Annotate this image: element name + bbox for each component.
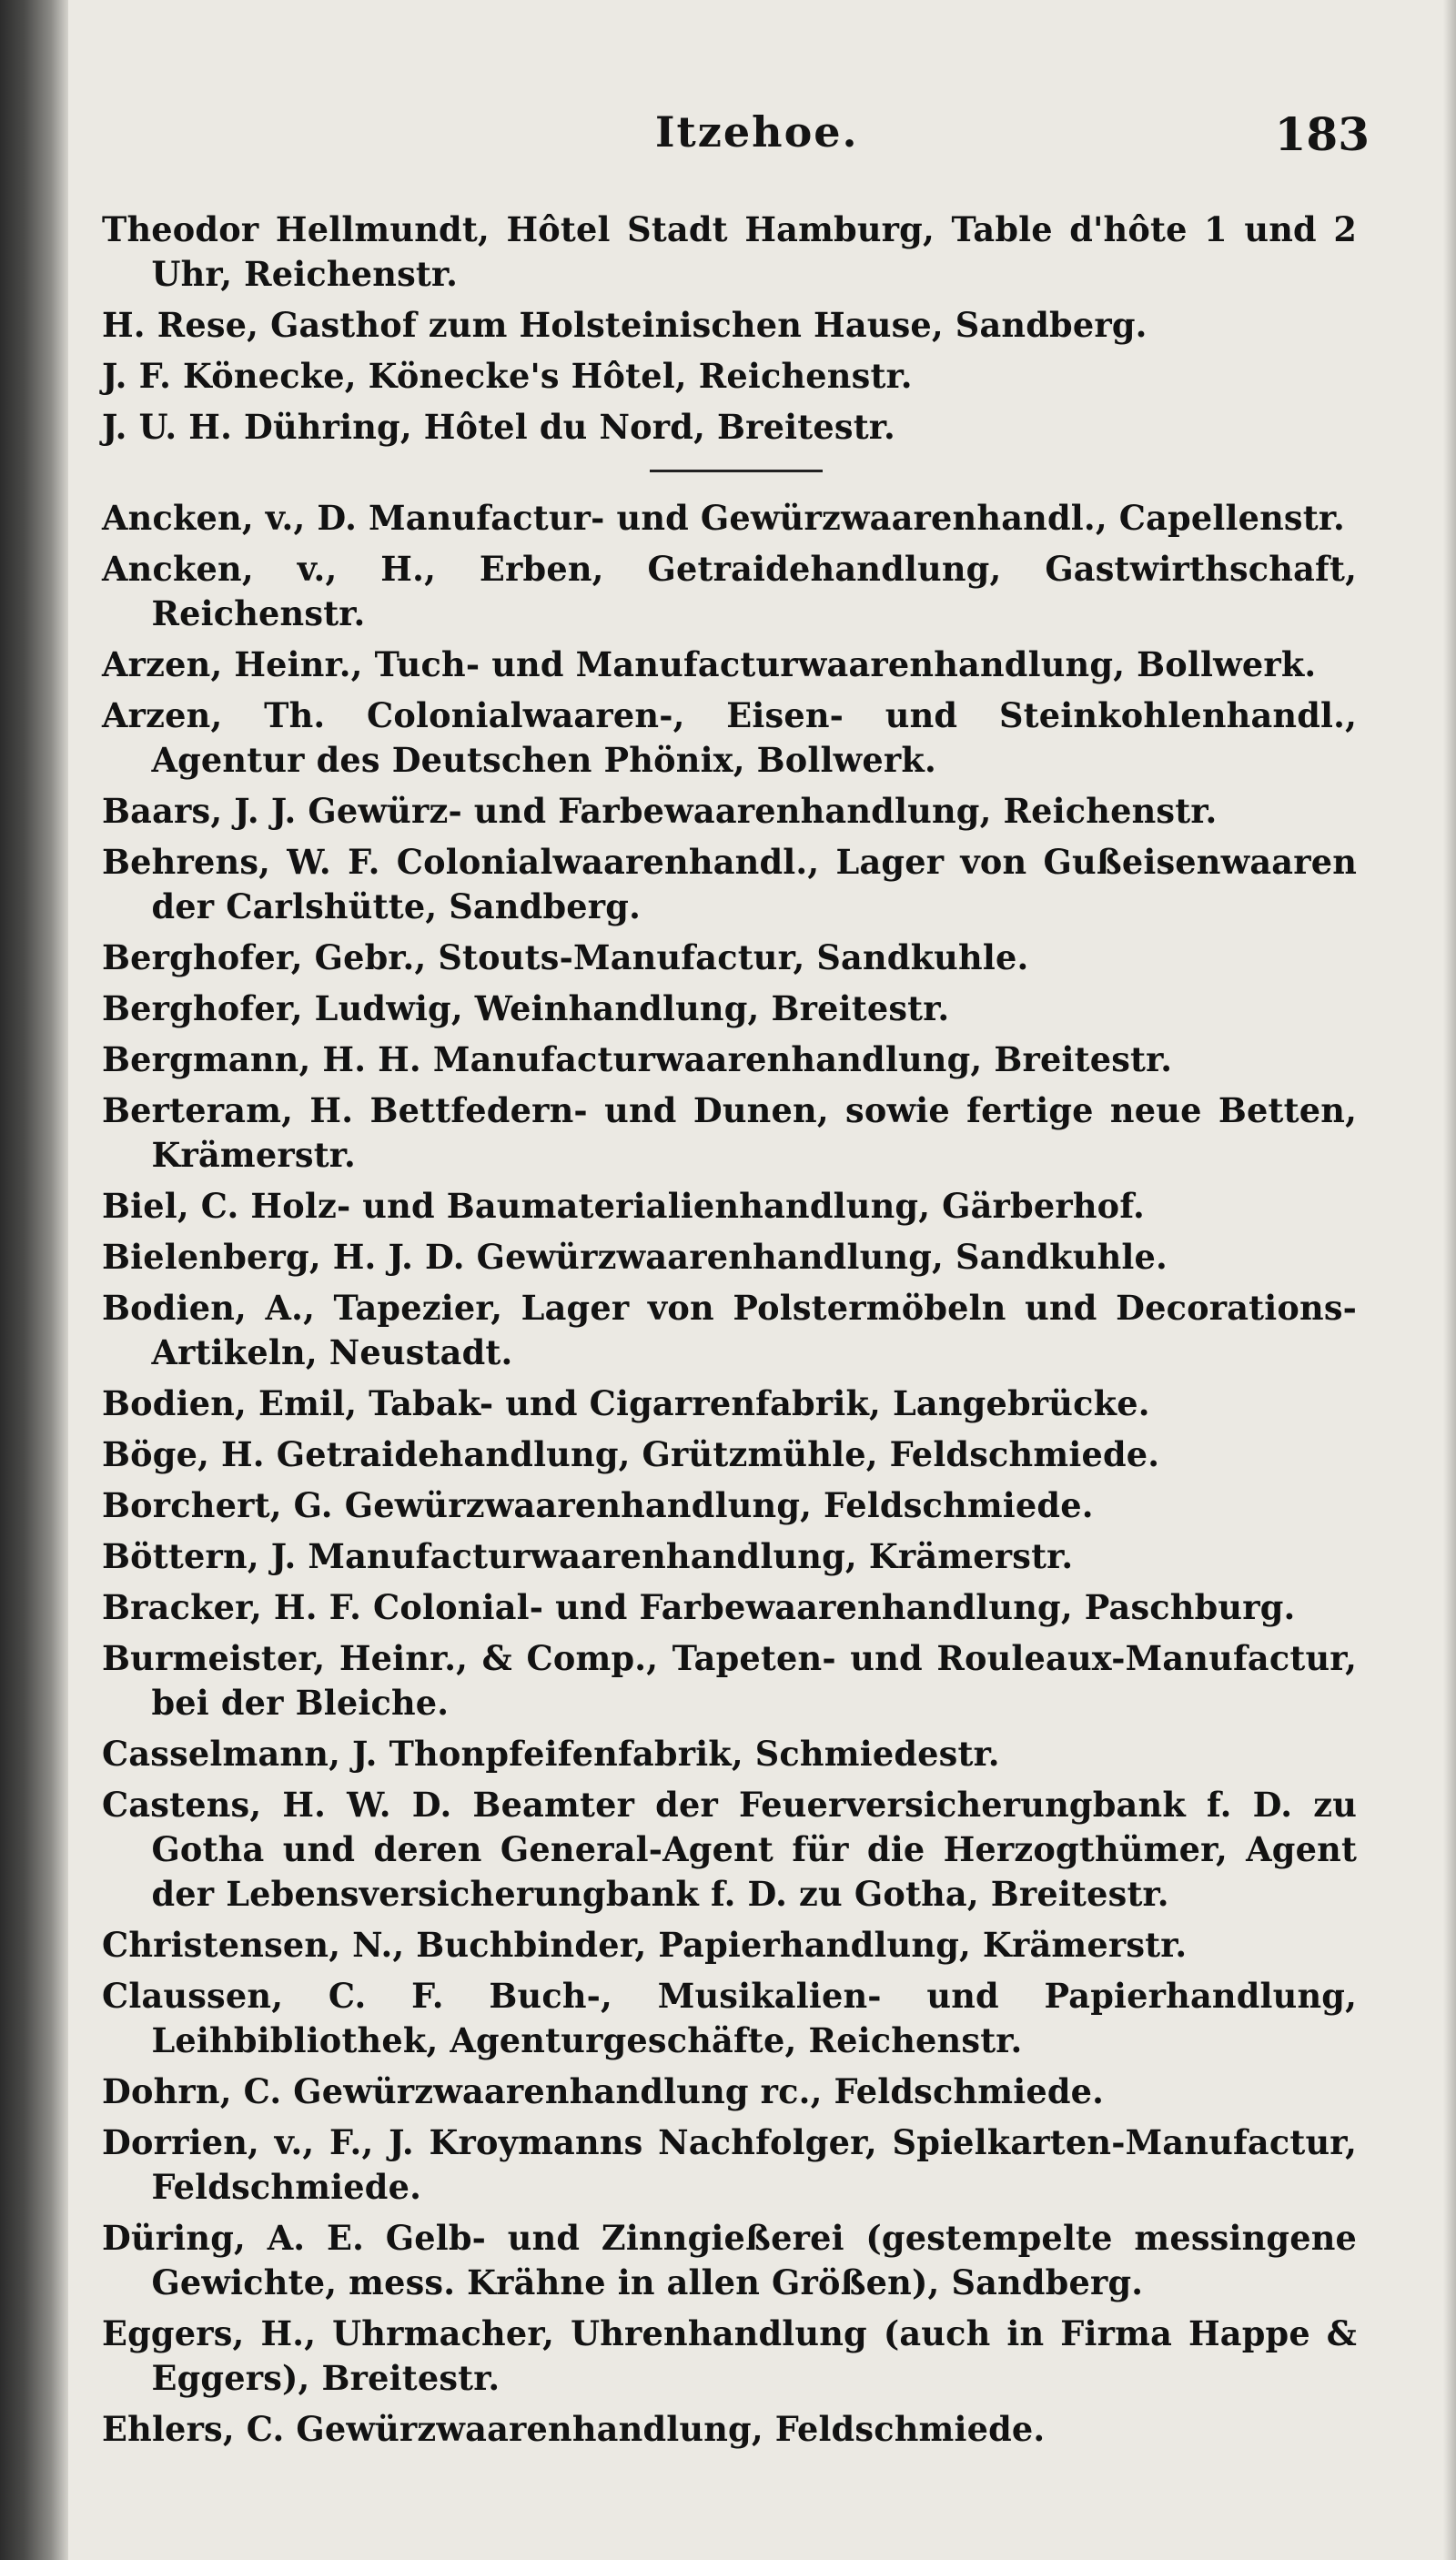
business-entry: Biel, C. Holz- und Baumaterialienhandlung, Gärberhof. [102, 1186, 1145, 1226]
directory-text [102, 207, 1370, 2458]
business-entry: Böttern, J. Manufacturwaarenhandlung, Krämerstr. [102, 1536, 1074, 1576]
business-entry: Eggers, H., Uhrmacher, Uhrenhandlung (auch in Firma Happe & Eggers), Breitestr. [102, 2313, 1358, 2398]
section-divider [650, 470, 823, 472]
business-entry: Bodien, Emil, Tabak- und Cigarrenfabrik, Langebrücke. [102, 1383, 1150, 1423]
business-entry: Berghofer, Gebr., Stouts-Manufactur, Sandkuhle. [102, 937, 1029, 977]
business-entry: Böge, H. Getraidehandlung, Grützmühle, Feldschmiede. [102, 1434, 1160, 1474]
business-entry: Bodien, A., Tapezier, Lager von Polstermöbeln und Decorations-Artikeln, Neustadt. [102, 1288, 1358, 1372]
page-number: 183 [1274, 107, 1370, 161]
business-entry: Casselmann, J. Thonpfeifenfabrik, Schmiedestr. [102, 1734, 1000, 1774]
business-entry: Ehlers, C. Gewürzwaarenhandlung, Feldschmiede. [102, 2409, 1046, 2449]
business-entry: Ancken, v., D. Manufactur- und Gewürzwaarenhandl., Capellenstr. [102, 498, 1345, 538]
business-entry: Baars, J. J. Gewürz- und Farbewaarenhandlung, Reichenstr. [102, 791, 1218, 831]
business-entry: Behrens, W. F. Colonialwaarenhandl., Lager von Gußeisenwaaren der Carlshütte, Sandberg. [102, 842, 1358, 926]
business-entry: Claussen, C. F. Buch-, Musikalien- und Papierhandlung, Leihbibliothek, Agenturgeschäfte, Reichenstr. [102, 1976, 1358, 2060]
business-entry: Christensen, N., Buchbinder, Papierhandlung, Krämerstr. [102, 1925, 1188, 1965]
business-list [102, 496, 1370, 2452]
hotel-entry: J. U. H. Dühring, Hôtel du Nord, Breitestr. [102, 407, 895, 447]
business-entry: Bielenberg, H. J. D. Gewürzwaarenhandlung, Sandkuhle. [102, 1237, 1168, 1277]
business-entry: Dorrien, v., F., J. Kroymanns Nachfolger, Spielkarten-Manufactur, Feldschmiede. [102, 2122, 1358, 2207]
business-entry: Düring, A. E. Gelb- und Zinngießerei (gestempelte messingene Gewichte, mess. Krähne in allen Größen), Sandberg. [102, 2218, 1358, 2302]
business-entry: Berghofer, Ludwig, Weinhandlung, Breitestr. [102, 988, 950, 1028]
business-entry: Burmeister, Heinr., & Comp., Tapeten- und Rouleaux-Manufactur, bei der Bleiche. [102, 1638, 1358, 1723]
business-entry: Castens, H. W. D. Beamter der Feuerversicherungbank f. D. zu Gotha und deren General-Agent für die Herzogthümer, Agent der Lebensversicherungbank f. D. zu Gotha, Breitestr. [102, 1785, 1358, 1914]
hotel-list [102, 207, 1370, 450]
hotel-entry: Theodor Hellmundt, Hôtel Stadt Hamburg, Table d'hôte 1 und 2 Uhr, Reichenstr. [102, 209, 1358, 294]
running-head: Itzehoe. [655, 107, 859, 157]
business-entry: Arzen, Heinr., Tuch- und Manufacturwaarenhandlung, Bollwerk. [102, 644, 1317, 684]
business-entry: Borchert, G. Gewürzwaarenhandlung, Feldschmiede. [102, 1485, 1094, 1525]
business-entry: Bergmann, H. H. Manufacturwaarenhandlung, Breitestr. [102, 1039, 1173, 1079]
business-entry: Arzen, Th. Colonialwaaren-, Eisen- und Steinkohlenhandl., Agentur des Deutschen Phönix, Bollwerk. [102, 695, 1358, 780]
business-entry: Dohrn, C. Gewürzwaarenhandlung rc., Feldschmiede. [102, 2071, 1105, 2111]
hotel-entry: J. F. Könecke, Könecke's Hôtel, Reichenstr. [102, 356, 913, 396]
hotel-entry: H. Rese, Gasthof zum Holsteinischen Hause, Sandberg. [102, 305, 1148, 345]
business-entry: Ancken, v., H., Erben, Getraidehandlung, Gastwirthschaft, Reichenstr. [102, 549, 1358, 633]
page-header [109, 107, 1370, 171]
business-entry: Berteram, H. Bettfedern- und Dunen, sowie fertige neue Betten, Krämerstr. [102, 1090, 1358, 1175]
business-entry: Bracker, H. F. Colonial- und Farbewaarenhandlung, Paschburg. [102, 1587, 1296, 1627]
